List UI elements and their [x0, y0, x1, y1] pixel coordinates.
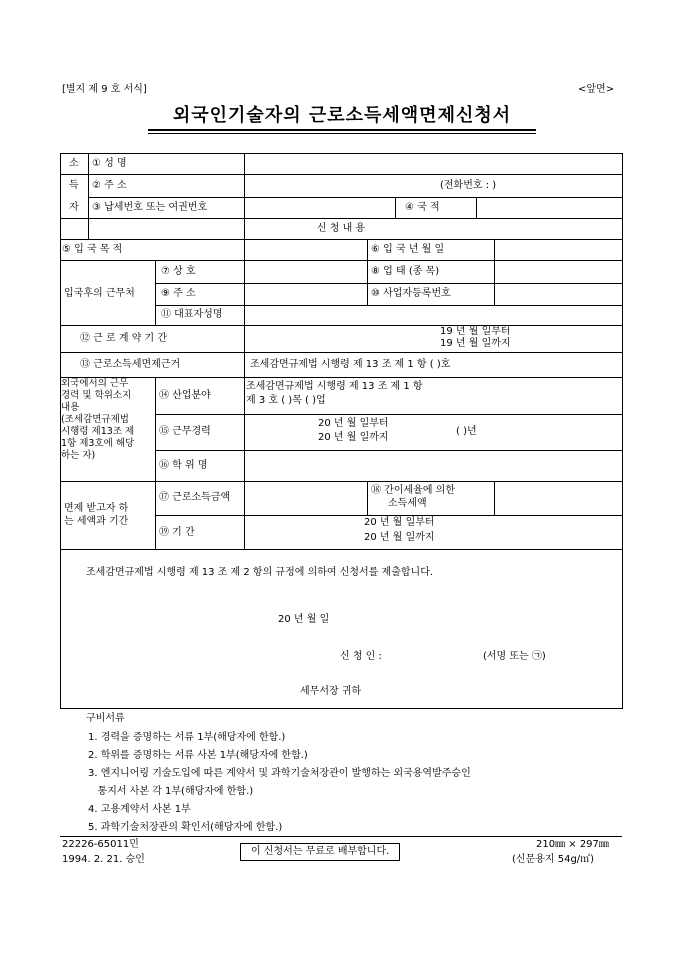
company-field[interactable] — [246, 262, 364, 280]
business-type-field[interactable] — [496, 262, 618, 280]
rule — [155, 515, 622, 516]
paper-size: 210㎜ × 297㎜ — [536, 839, 609, 850]
rep-name-field[interactable] — [246, 307, 618, 323]
foreign-group-line: (조세감면규제법 — [61, 414, 129, 425]
industry-text-1: 조세감면규제법 시행령 제 13 조 제 1 항 — [246, 381, 423, 392]
industry-label: ⑭ 산업분야 — [159, 390, 211, 401]
document-item: 통지서 사본 각 1부(해당자에 한함.) — [88, 786, 254, 797]
period-to[interactable]: 20 년 월 일까지 — [364, 532, 435, 543]
rep-name-label: ⑪ 대표자성명 — [161, 309, 223, 320]
work-address-field[interactable] — [246, 285, 364, 303]
foreign-career-group — [61, 378, 154, 462]
section-title: 신 청 내 용 — [316, 223, 366, 234]
career-from[interactable]: 20 년 월 일부터 — [318, 418, 389, 429]
career-label: ⑮ 근무경력 — [159, 426, 211, 437]
page-side-label: <앞면> — [578, 84, 615, 95]
biz-reg-field[interactable] — [496, 285, 618, 303]
entry-date-field[interactable] — [496, 241, 618, 258]
period-from[interactable]: 20 년 월 일부터 — [364, 517, 435, 528]
paper-type: (신문용지 54g/㎡) — [512, 854, 595, 865]
simple-tax-field[interactable] — [496, 483, 618, 513]
name-field[interactable] — [246, 156, 618, 172]
form-code: 22226-65011민 — [62, 839, 139, 850]
rule — [155, 414, 622, 415]
biz-reg-label: ⑩ 사업자등록번호 — [371, 288, 451, 299]
tax-id-label: ③ 납세번호 또는 여권번호 — [92, 202, 208, 213]
declaration-statement: 조세감면규제법 시행령 제 13 조 제 2 항의 규정에 의하여 신청서를 제출합니다. — [86, 567, 434, 578]
address-label: ② 주 소 — [92, 180, 127, 191]
rule — [60, 481, 622, 482]
purpose-field[interactable] — [246, 241, 364, 258]
purpose-label: ⑤ 입 국 목 적 — [62, 244, 123, 255]
degree-field[interactable] — [246, 452, 618, 479]
applicant-signature-label: 신 청 인 : — [340, 651, 382, 662]
documents-title: 구비서류 — [86, 713, 125, 724]
work-address-label: ⑨ 주 소 — [161, 288, 196, 299]
industry-text-2[interactable]: 제 3 호 ( )목 ( )업 — [246, 395, 326, 406]
document-item: 3. 엔지니어링 기술도입에 따른 계약서 및 과학기술처장관이 발행하는 외국용역발주승인 — [88, 768, 471, 779]
rule — [244, 239, 245, 260]
footer-rule — [60, 836, 622, 837]
rule — [88, 197, 622, 198]
tax-id-field[interactable] — [246, 199, 392, 216]
foreign-group-line: 시행령 제13조 제 — [61, 426, 135, 437]
exemption-basis-label: ⑬ 근로소득세면제근거 — [80, 359, 181, 370]
period-label: ⑲ 기 간 — [159, 527, 195, 538]
rule — [60, 174, 622, 175]
rule — [367, 481, 368, 515]
rule — [244, 325, 245, 377]
rule — [494, 481, 495, 515]
title-underline — [148, 129, 536, 131]
name-label: ① 성 명 — [92, 158, 127, 169]
rule — [155, 450, 622, 451]
contract-to[interactable]: 19 년 월 일까지 — [440, 338, 511, 349]
rule — [155, 260, 156, 325]
document-item: 1. 경력을 증명하는 서류 1부(해당자에 한함.) — [88, 732, 286, 743]
rule — [60, 352, 622, 353]
rule — [60, 325, 622, 326]
career-to[interactable]: 20 년 월 일까지 — [318, 432, 389, 443]
entry-date-label: ⑥ 입 국 년 월 일 — [371, 244, 445, 255]
exemption-basis-text[interactable]: 조세감면규제법 시행령 제 13 조 제 1 항 ( )호 — [250, 359, 451, 370]
exempt-group-2: 는 세액과 기간 — [64, 516, 129, 527]
address-field[interactable] — [246, 177, 436, 195]
simple-tax-label-2: 소득세액 — [388, 498, 427, 509]
rule — [476, 197, 477, 218]
signature-field[interactable]: (서명 또는 ㉠) — [483, 651, 546, 662]
applicant-group-2: 득 — [69, 180, 79, 191]
title-underline-thin — [148, 133, 536, 134]
foreign-group-line: 경력 및 학위소지 — [61, 390, 132, 401]
foreign-group-line: 1항 제3호에 해당 — [61, 438, 135, 449]
rule — [60, 239, 622, 240]
addressee: 세무서장 귀하 — [300, 686, 362, 697]
rule — [244, 377, 245, 549]
degree-label: ⑯ 학 위 명 — [159, 460, 208, 471]
form-reference: [별지 제 9 호 서식] — [62, 84, 147, 95]
contract-period-label: ⑫ 근 로 계 약 기 간 — [80, 333, 168, 344]
simple-tax-label-1: ⑱ 간이세율에 의한 — [371, 485, 455, 496]
document-item: 4. 고용계약서 사본 1부 — [88, 804, 191, 815]
document-item: 2. 학위를 증명하는 서류 사본 1부(해당자에 한함.) — [88, 750, 308, 761]
approval-date: 1994. 2. 21. 승인 — [62, 854, 145, 865]
nationality-field[interactable] — [478, 199, 618, 216]
phone-label: (전화번호 : ) — [440, 180, 497, 191]
page-title: 외국인기술자의 근로소득세액면제신청서 — [172, 105, 512, 126]
foreign-group-line: 내용 — [61, 402, 80, 413]
rule — [367, 239, 368, 305]
rule — [60, 218, 622, 219]
applicant-group-3: 자 — [69, 202, 79, 213]
nationality-label: ④ 국 적 — [405, 202, 440, 213]
foreign-group-line: 외국에서의 근무 — [61, 378, 129, 389]
contract-from[interactable]: 19 년 월 일부터 — [440, 326, 511, 337]
foreign-group-line: 하는 자) — [61, 450, 96, 461]
income-amount-field[interactable] — [246, 483, 364, 513]
career-years[interactable]: ( )년 — [456, 426, 477, 437]
rule — [155, 283, 622, 284]
workplace-group-label: 입국후의 근무처 — [64, 288, 135, 299]
rule — [155, 377, 156, 549]
exempt-group-1: 면제 받고자 하 — [64, 503, 129, 514]
business-type-label: ⑧ 업 태 (종 목) — [371, 266, 440, 277]
rule — [494, 239, 495, 305]
rule — [60, 260, 622, 261]
applicant-group-1: 소 — [69, 158, 79, 169]
rule — [155, 305, 622, 306]
rule — [395, 197, 396, 218]
company-label: ⑦ 상 호 — [161, 266, 196, 277]
rule — [60, 549, 622, 550]
income-amount-label: ⑰ 근로소득금액 — [159, 492, 231, 503]
document-item: 5. 과학기술처장관의 확인서(해당자에 한함.) — [88, 822, 283, 833]
rule — [244, 260, 245, 325]
free-distribution-notice: 이 신청서는 무료로 배부합니다. — [240, 843, 400, 861]
application-date[interactable]: 20 년 월 일 — [278, 614, 330, 625]
